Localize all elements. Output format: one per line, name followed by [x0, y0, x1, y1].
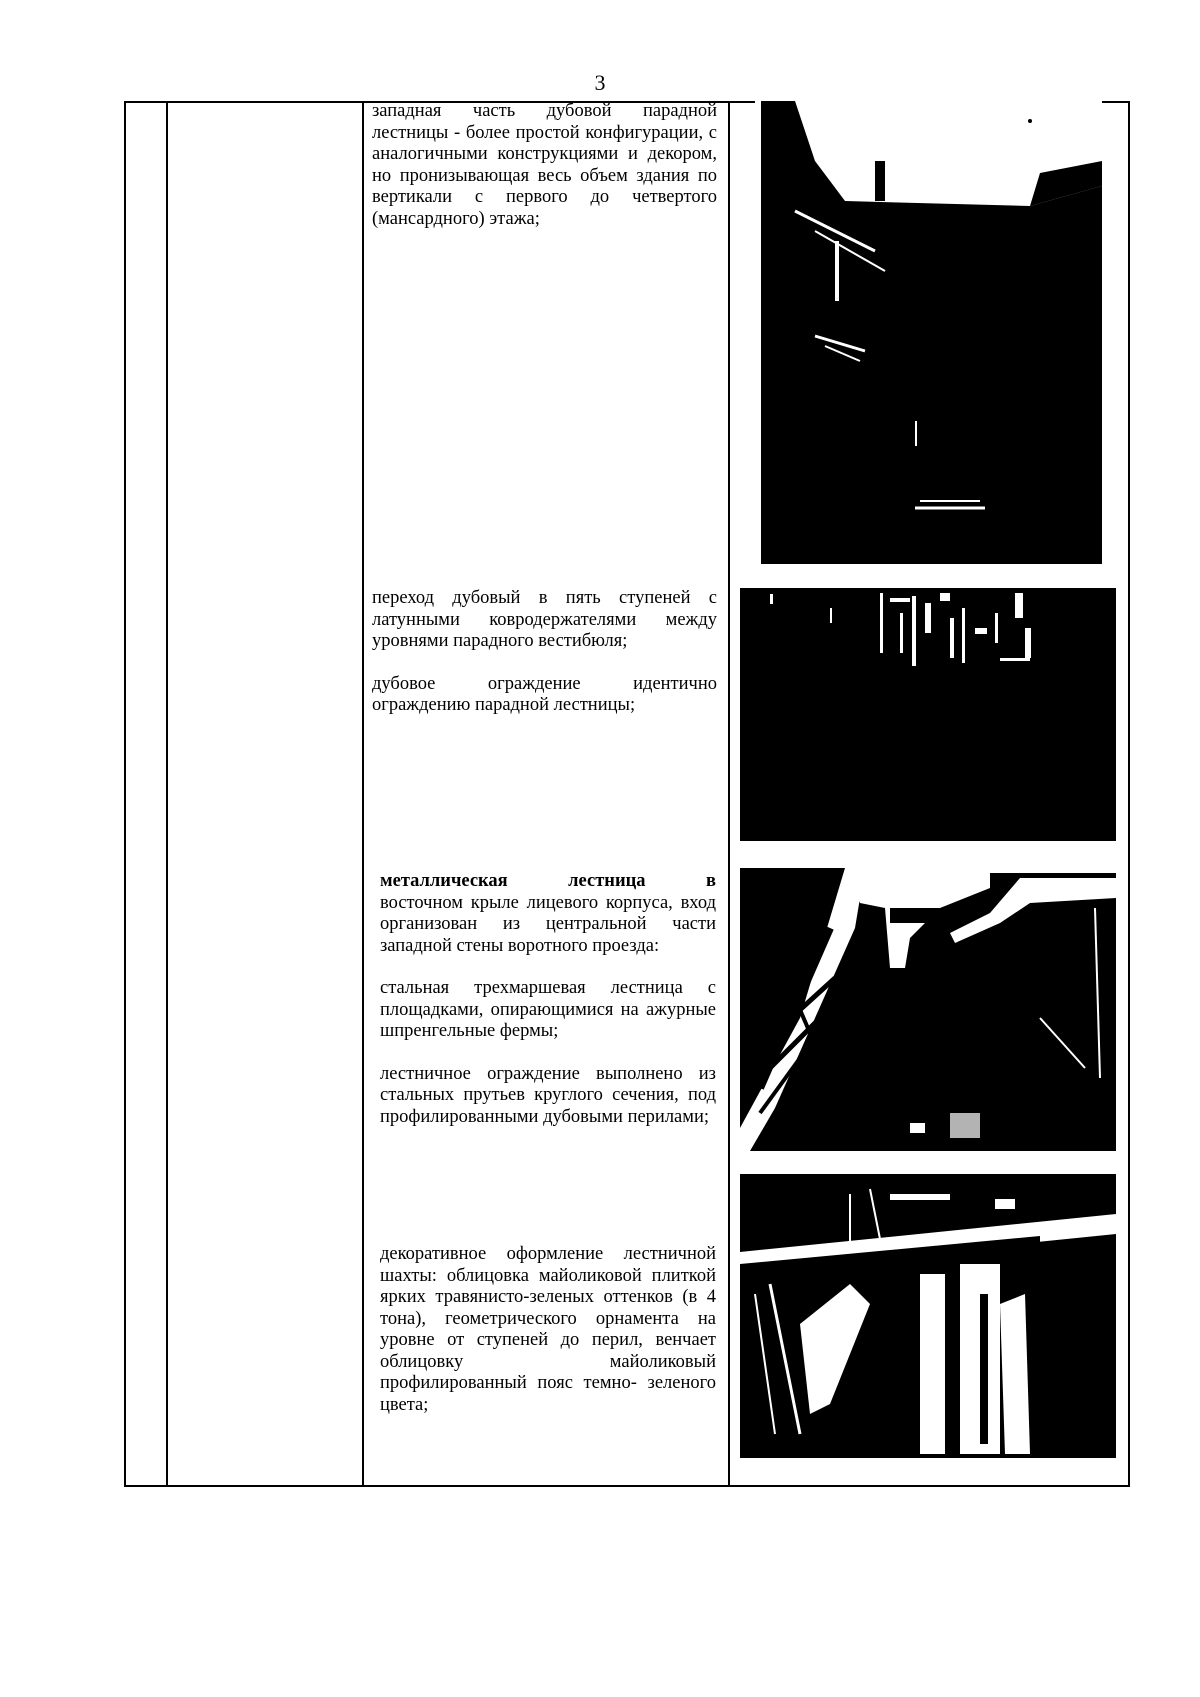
- paragraph-lead: металлическая лестница в: [380, 871, 716, 891]
- staircase-shaft-looking-up-photo: [755, 101, 1102, 564]
- paragraph: декоративное оформление лестничной шахты: облицовка майоликовой плиткой ярких травянисто-зеленых оттенков (в 4 тона), геометрического орнамента на уровне от ступеней до перил, венчает облицовку майоликовый профилированный пояс темно- зеленого цвета;: [380, 1244, 716, 1415]
- table-border-col-2: [362, 101, 364, 1487]
- table-border-col-4: [1128, 101, 1130, 1487]
- paragraph: стальная трехмаршевая лестница с площадками, опирающимися на ажурные шпренгельные фермы;: [380, 978, 716, 1041]
- paragraph: западная часть дубовой парадной лестницы - более простой конфигурации, с аналогичными конструкциями и декором, но пронизывающая весь объем здания по вертикали с первого до четвертого (мансардного) этажа;: [372, 101, 717, 229]
- text-block-vestibule-steps: [372, 588, 717, 717]
- metal-truss-staircase-photo: [740, 868, 1116, 1151]
- table-bottom-border: [124, 1485, 1130, 1487]
- paragraph: переход дубовый в пять ступеней с латунными ковродержателями между уровнями парадного вестибюля;: [372, 588, 717, 651]
- page-number: 3: [594, 70, 606, 95]
- paragraph: восточном крыле лицевого корпуса, вход организован из центральной части западной стены воротного проезда:: [380, 892, 716, 956]
- paragraph: лестничное ограждение выполнено из стальных прутьев круглого сечения, под профилированными дубовыми перилами;: [380, 1063, 716, 1127]
- vestibule-steps-photo: [740, 588, 1116, 841]
- table-border-col-0: [124, 101, 126, 1487]
- paragraph: дубовое ограждение идентично ограждению парадной лестницы;: [372, 673, 717, 715]
- text-block-majolica: [380, 1244, 716, 1416]
- table-border-col-1: [166, 101, 168, 1487]
- text-block-west-stair: [372, 101, 717, 230]
- table-border-col-3: [728, 101, 730, 1487]
- text-block-metal-stair: [380, 871, 716, 1128]
- staircase-shaft-majolica-photo: [740, 1174, 1116, 1458]
